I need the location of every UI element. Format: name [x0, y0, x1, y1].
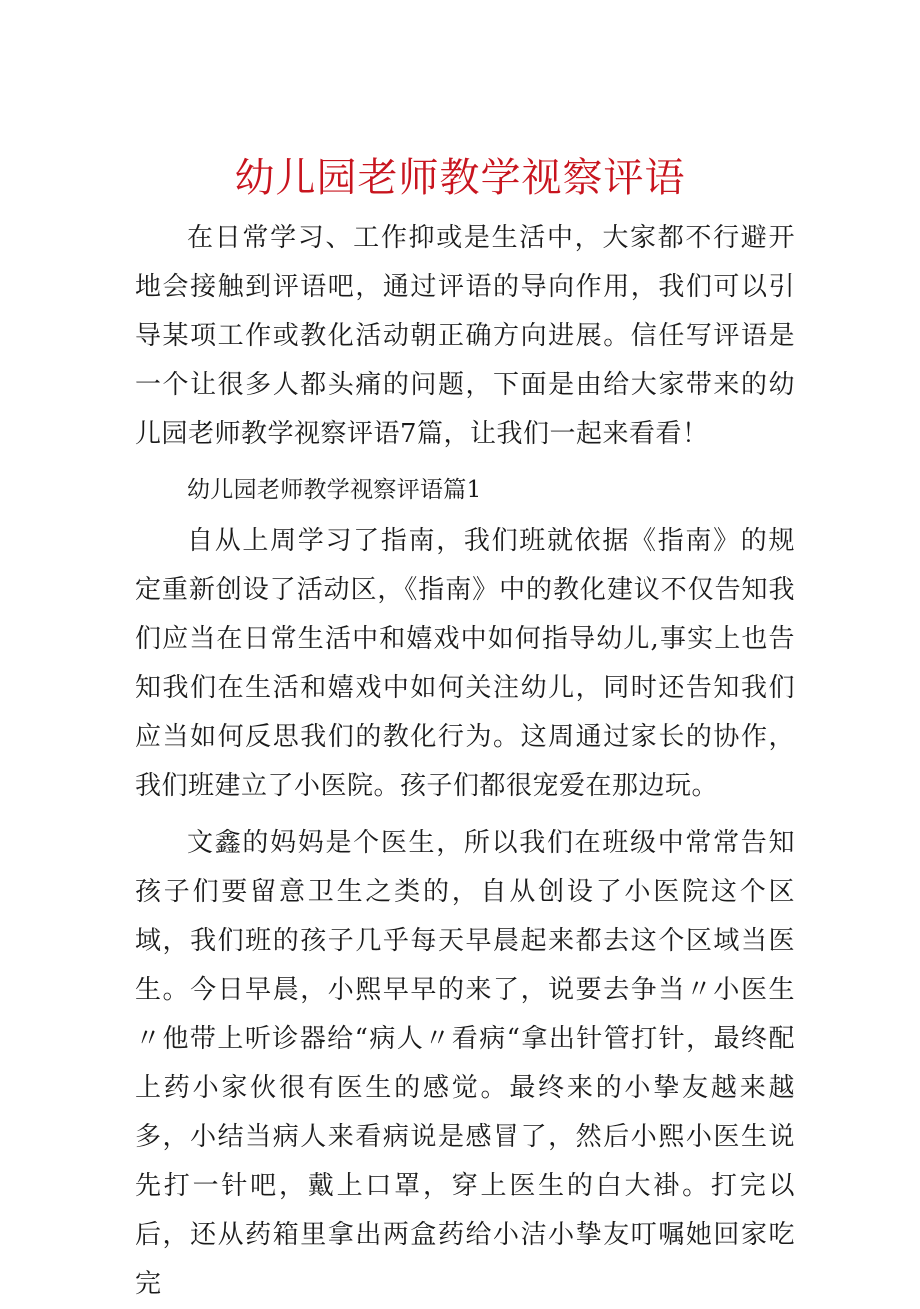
- paragraph-gap: [135, 811, 795, 819]
- document-body: [135, 214, 795, 1309]
- document-title: 幼儿园老师教学视察评语: [234, 155, 686, 201]
- section-heading: 幼儿园老师教学视察评语篇1: [187, 477, 482, 503]
- intro-paragraph: 在日常学习、工作抑或是生活中，大家都不行避开地会接触到评语吧，通过评语的导向作用，我们可以引导某项工作或教化活动朝正确方向进展。信任写评语是一个让很多人都头痛的问题，下面是由给大家带来的幼儿园老师教学视察评语7篇，让我们一起来看看！: [135, 223, 795, 449]
- body-paragraph-2: 文鑫的妈妈是个医生，所以我们在班级中常常告知孩子们要留意卫生之类的，自从创设了小医院这个区域，我们班的孩子几乎每天早晨起来都去这个区域当医生。今日早晨，小熙早早的来了，说要去争当〃小医生〃他带上听诊器给“病人〃看病“拿出针管打针，最终配上药小家伙很有医生的感觉。最终来的小挚友越来越多，小结当病人来看病说是感冒了，然后小熙小医生说先打一针吧，戴上口罩，穿上医生的白大褂。打完以后，还从药箱里拿出两盒药给小洁小挚友叮嘱她回家吃完: [135, 828, 795, 1299]
- body-paragraph-1: 自从上周学习了指南，我们班就依据《指南》的规定重新创设了活动区，《指南》中的教化建议不仅告知我们应当在日常生活中和嬉戏中如何指导幼儿,事实上也告知我们在生活和嬉戏中如何关注幼儿，同时还告知我们应当如何反思我们的教化行为。这周通过家长的协作，我们班建立了小医院。孩子们都很宠爱在那边玩。: [135, 526, 795, 801]
